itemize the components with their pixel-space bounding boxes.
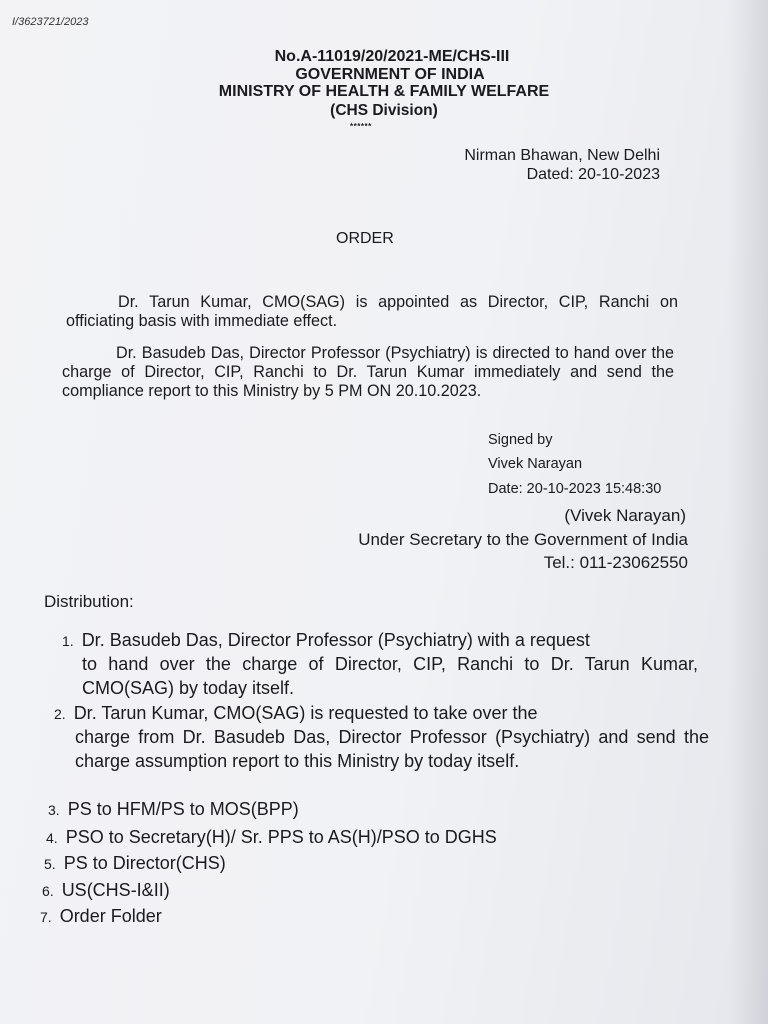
list-number: 2.	[54, 706, 66, 722]
paragraph-appointment: Dr. Tarun Kumar, CMO(SAG) is appointed as Director, CIP, Ranchi on officiating basis with immediate effect.	[66, 293, 678, 330]
list-item	[48, 797, 299, 822]
list-text: US(CHS-I&II)	[61, 880, 170, 900]
signature-date: Date: 20-10-2023 15:48:30	[488, 481, 662, 497]
list-text: Order Folder	[59, 906, 162, 926]
separator-stars: ******	[350, 122, 372, 131]
list-number: 1.	[62, 633, 74, 649]
signatory-designation: Under Secretary to the Government of India	[358, 530, 688, 549]
list-item	[46, 825, 497, 850]
list-item	[40, 904, 162, 929]
signatory-telephone: Tel.: 011-23062550	[543, 553, 688, 572]
list-text: Dr. Basudeb Das, Director Professor (Psychiatry) with a request	[81, 630, 590, 650]
paragraph-directive: Dr. Basudeb Das, Director Professor (Psychiatry) is directed to hand over the charge of Director, CIP, Ranchi to Dr. Tarun Kumar immediately and send the compliance report to this Ministry by 5 PM ON 20.10.2023.	[62, 344, 674, 400]
ministry-heading: MINISTRY OF HEALTH & FAMILY WELFARE	[218, 83, 550, 100]
list-number: 6.	[42, 883, 54, 899]
dated: Dated: 20-10-2023	[526, 166, 660, 183]
list-item	[44, 851, 226, 876]
list-number: 7.	[40, 909, 52, 925]
distribution-label: Distribution:	[44, 592, 134, 611]
signed-by-label: Signed by	[488, 432, 553, 448]
signer-name: Vivek Narayan	[488, 456, 583, 472]
list-item	[42, 878, 170, 903]
page-shadow	[728, 0, 768, 1024]
reference-number: I/3623721/2023	[12, 16, 89, 28]
list-item	[62, 628, 702, 653]
government-heading: GOVERNMENT OF INDIA	[295, 66, 485, 83]
list-number: 5.	[44, 856, 56, 872]
place: Nirman Bhawan, New Delhi	[464, 147, 660, 164]
list-text: PS to HFM/PS to MOS(BPP)	[67, 799, 299, 819]
list-text-continued: charge from Dr. Basudeb Das, Director Professor (Psychiatry) and send the charge assumption report to this Ministry by today itself.	[75, 727, 709, 771]
list-text-continued: to hand over the charge of Director, CIP, Ranchi to Dr. Tarun Kumar, CMO(SAG) by today itself.	[82, 654, 698, 698]
list-text: PS to Director(CHS)	[63, 853, 226, 873]
division-heading: (CHS Division)	[330, 102, 438, 119]
order-title: ORDER	[336, 230, 394, 247]
list-text: Dr. Tarun Kumar, CMO(SAG) is requested to take over the	[73, 703, 538, 723]
list-text: PSO to Secretary(H)/ Sr. PPS to AS(H)/PSO to DGHS	[65, 827, 497, 847]
list-number: 4.	[46, 830, 58, 846]
list-item	[54, 701, 710, 726]
place-date-block	[464, 146, 660, 184]
file-number: No.A-11019/20/2021-ME/CHS-III	[274, 48, 510, 65]
list-number: 3.	[48, 802, 60, 818]
signatory-name: (Vivek Narayan)	[564, 506, 686, 525]
